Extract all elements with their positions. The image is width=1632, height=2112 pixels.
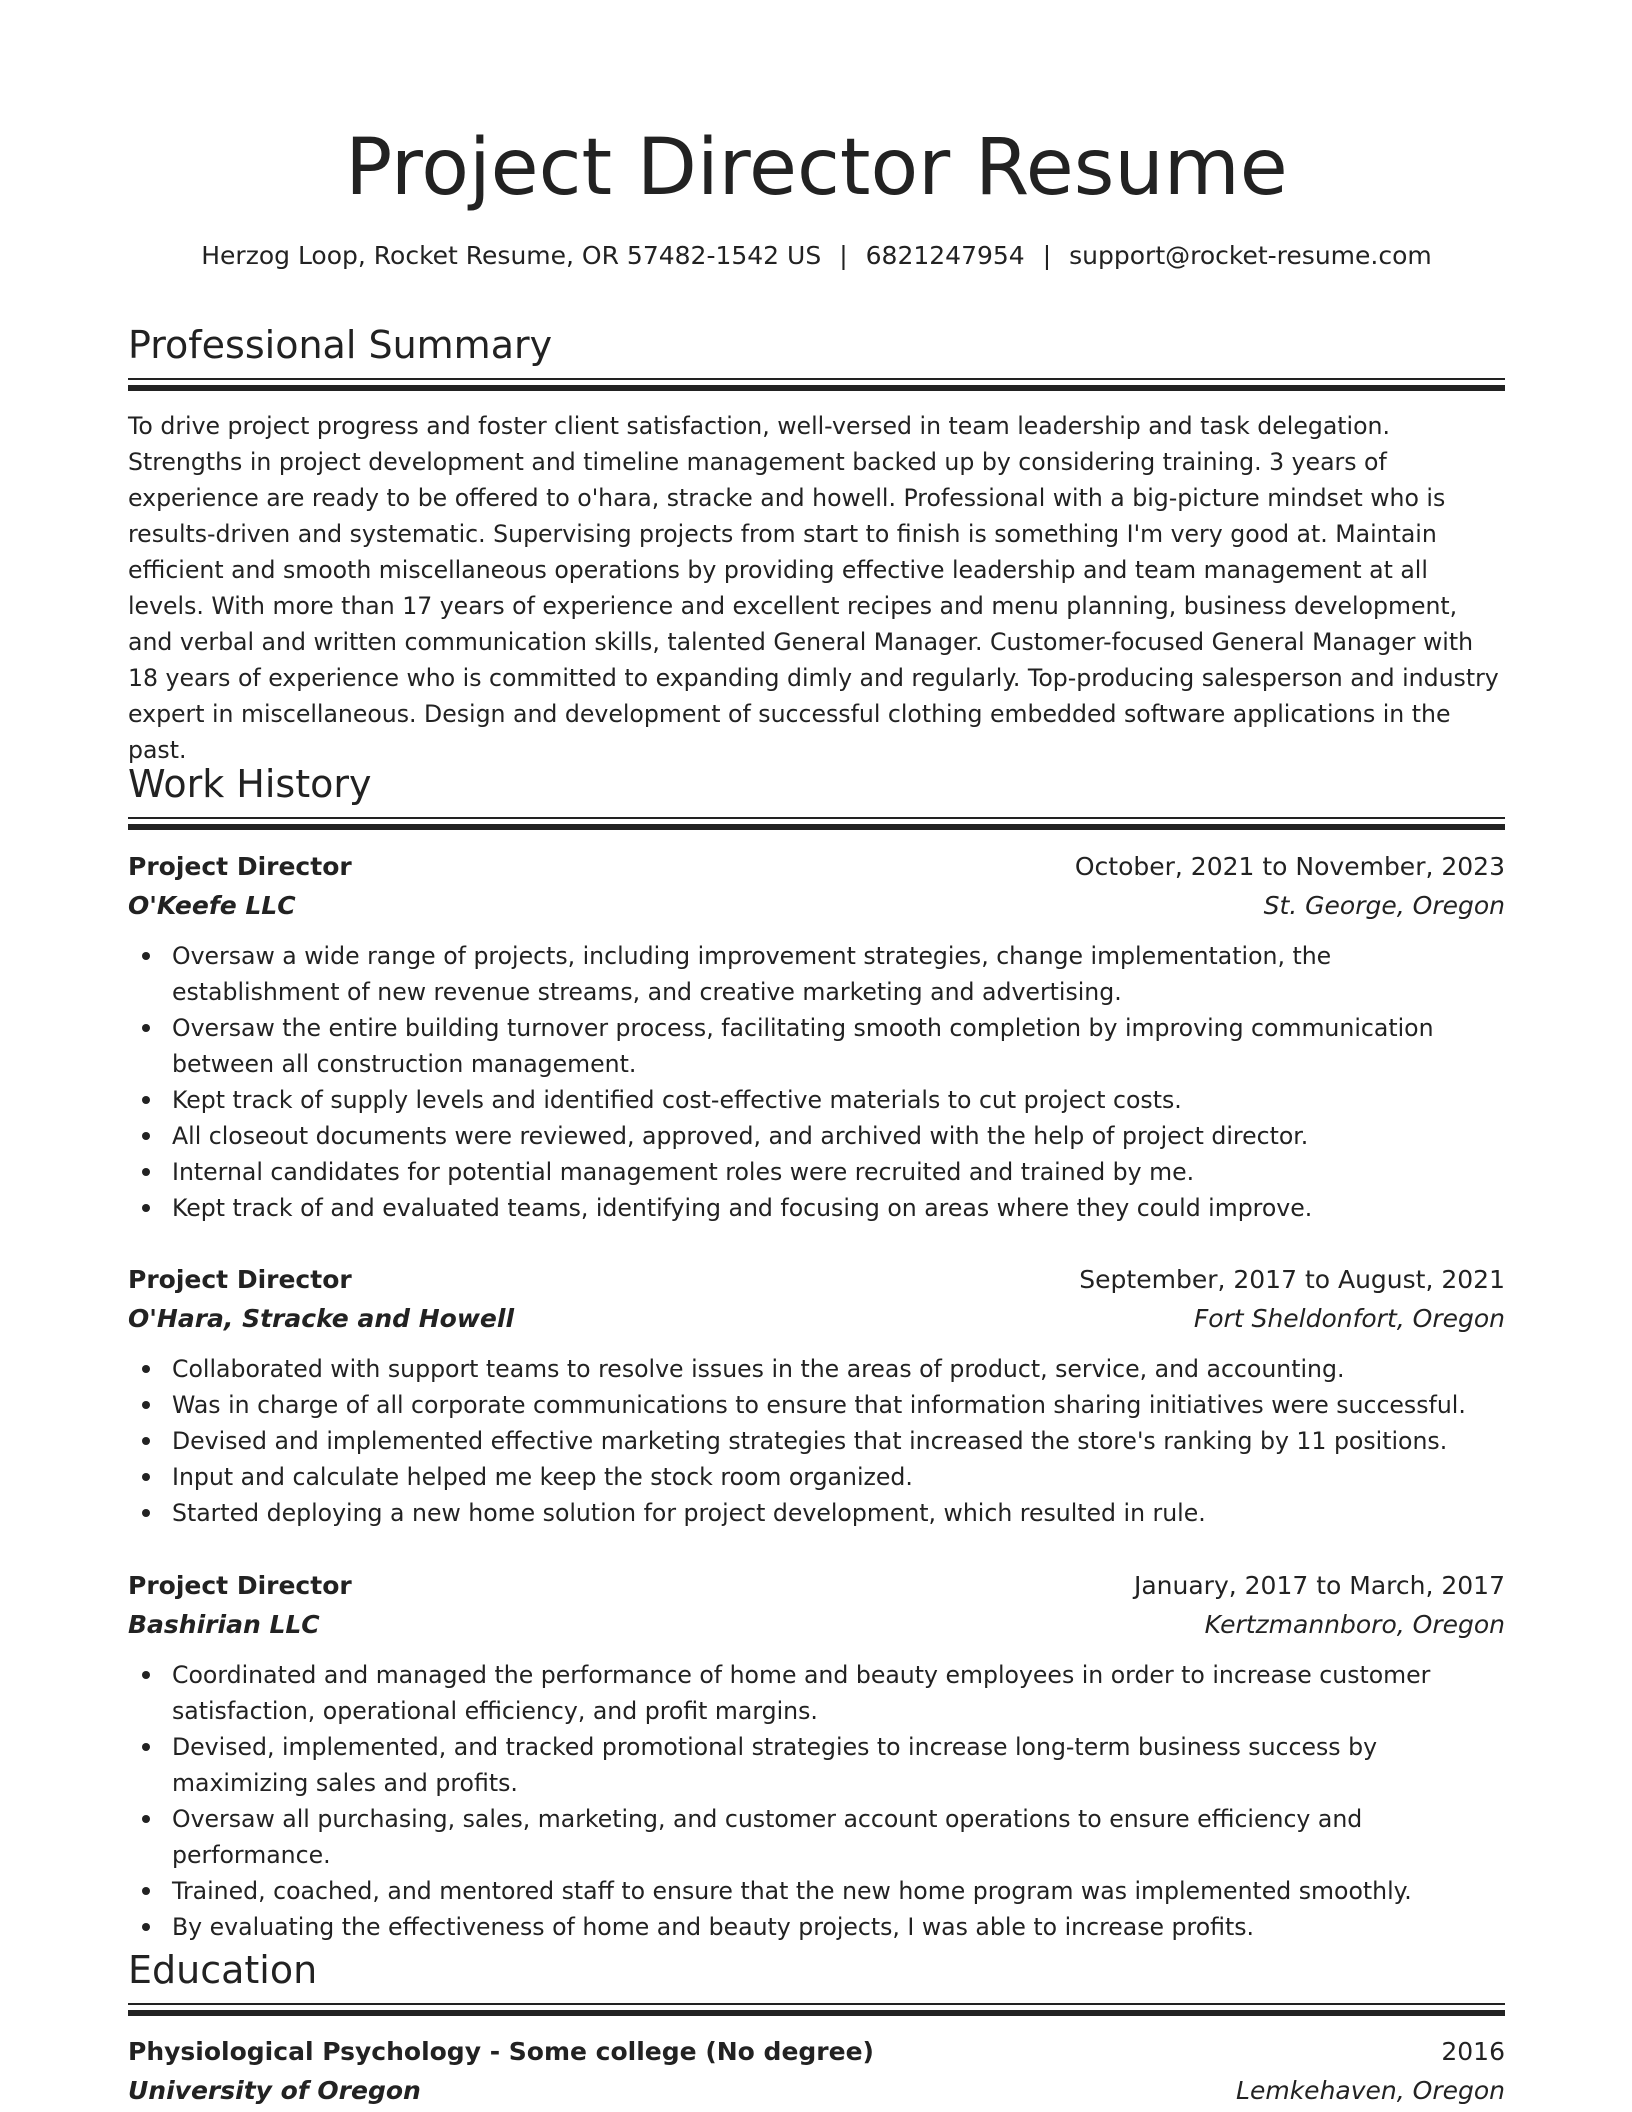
list-item: Collaborated with support teams to resolve issues in the areas of product, service, and accounting. <box>128 1351 1505 1387</box>
list-item: All closeout documents were reviewed, approved, and archived with the help of project director. <box>128 1118 1505 1154</box>
list-item: Oversaw the entire building turnover process, facilitating smooth completion by improving communication between all construction management. <box>128 1010 1505 1082</box>
education-degree: Physiological Psychology - Some college (No degree) <box>128 2037 874 2066</box>
job-location: Fort Sheldonfort, Oregon <box>1193 1304 1505 1333</box>
work-heading: Work History <box>128 762 372 806</box>
job-title-row <box>128 1260 1505 1299</box>
list-item: Devised and implemented effective marketing strategies that increased the store's ranking by 11 positions. <box>128 1423 1505 1459</box>
list-item: Devised, implemented, and tracked promotional strategies to increase long-term business success by maximizing sales and profits. <box>128 1729 1505 1801</box>
list-item: Started deploying a new home solution for project development, which resulted in rule. <box>128 1495 1505 1531</box>
education-location: Lemkehaven, Oregon <box>1236 2076 1505 2105</box>
list-item: Kept track of supply levels and identified cost-effective materials to cut project costs. <box>128 1082 1505 1118</box>
job-company: O'Hara, Stracke and Howell <box>128 1304 515 1333</box>
list-item: By evaluating the effectiveness of home and beauty projects, I was able to increase profits. <box>128 1909 1505 1945</box>
job-company-row <box>128 1605 1505 1644</box>
contact-email: support@rocket-resume.com <box>1069 241 1432 270</box>
education-degree-row <box>128 2032 1505 2071</box>
education-school: University of Oregon <box>128 2076 421 2105</box>
summary-text: To drive project progress and foster client satisfaction, well-versed in team leadership and task delegation. Strengths in project development and timeline management backed up by considering training. 3 years of experience are ready to be offered to o'hara, stracke and howell. Professional with a big-picture mindset who is results-driven and systematic. Supervising projects from start to finish is something I'm very good at. Maintain efficient and smooth miscellaneous operations by providing effective leadership and team management at all levels. With more than 17 years of experience and excellent recipes and menu planning, business development, and verbal and written communication skills, talented General Manager. Customer-focused General Manager with 18 years of experience who is committed to expanding dimly and regularly. Top-producing salesperson and industry expert in miscellaneous. Design and development of successful clothing embedded software applications in the past. <box>128 412 1499 764</box>
list-item: Internal candidates for potential management roles were recruited and trained by me. <box>128 1154 1505 1190</box>
list-item: Oversaw all purchasing, sales, marketing, and customer account operations to ensure efficiency and performance. <box>128 1801 1505 1873</box>
job-company: O'Keefe LLC <box>128 891 296 920</box>
contact-separator: | <box>839 241 848 270</box>
education-section-header <box>128 1945 1505 1995</box>
job-bullets <box>128 1657 1505 1945</box>
job-role: Project Director <box>128 852 352 881</box>
job-company-row <box>128 1299 1505 1338</box>
education-entry <box>128 2032 1505 2110</box>
summary-heading: Professional Summary <box>128 323 553 367</box>
contact-phone: 6821247954 <box>865 241 1025 270</box>
summary-section-header <box>128 320 1505 370</box>
contact-line <box>128 238 1505 274</box>
resume-title: Project Director Resume <box>345 123 1288 213</box>
job-bullets <box>128 1351 1505 1531</box>
job-location: St. George, Oregon <box>1263 891 1505 920</box>
job-entry <box>128 1566 1505 1945</box>
job-company: Bashirian LLC <box>128 1610 320 1639</box>
list-item: Coordinated and managed the performance of home and beauty employees in order to increase customer satisfaction, operational efficiency, and profit margins. <box>128 1657 1505 1729</box>
education-year: 2016 <box>1441 2037 1505 2066</box>
summary-divider <box>128 378 1505 391</box>
job-company-row <box>128 886 1505 925</box>
job-role: Project Director <box>128 1571 352 1600</box>
contact-separator: | <box>1042 241 1052 270</box>
work-section-header <box>128 759 1505 809</box>
job-location: Kertzmannboro, Oregon <box>1204 1610 1505 1639</box>
job-dates: January, 2017 to March, 2017 <box>1133 1571 1505 1600</box>
job-entry <box>128 1260 1505 1531</box>
education-divider <box>128 2003 1505 2016</box>
education-school-row <box>128 2071 1505 2110</box>
job-title-row <box>128 1566 1505 1605</box>
education-heading: Education <box>128 1948 318 1992</box>
job-role: Project Director <box>128 1265 352 1294</box>
work-divider <box>128 817 1505 830</box>
contact-address: Herzog Loop, Rocket Resume, OR 57482-1542 US <box>201 241 822 270</box>
list-item: Trained, coached, and mentored staff to ensure that the new home program was implemented smoothly. <box>128 1873 1505 1909</box>
job-entry <box>128 847 1505 1226</box>
job-title-row <box>128 847 1505 886</box>
list-item: Oversaw a wide range of projects, including improvement strategies, change implementation, the establishment of new revenue streams, and creative marketing and advertising. <box>128 938 1505 1010</box>
job-bullets <box>128 938 1505 1226</box>
job-dates: October, 2021 to November, 2023 <box>1074 852 1505 881</box>
job-dates: September, 2017 to August, 2021 <box>1079 1265 1505 1294</box>
list-item: Was in charge of all corporate communications to ensure that information sharing initiatives were successful. <box>128 1387 1505 1423</box>
list-item: Kept track of and evaluated teams, identifying and focusing on areas where they could improve. <box>128 1190 1505 1226</box>
list-item: Input and calculate helped me keep the stock room organized. <box>128 1459 1505 1495</box>
